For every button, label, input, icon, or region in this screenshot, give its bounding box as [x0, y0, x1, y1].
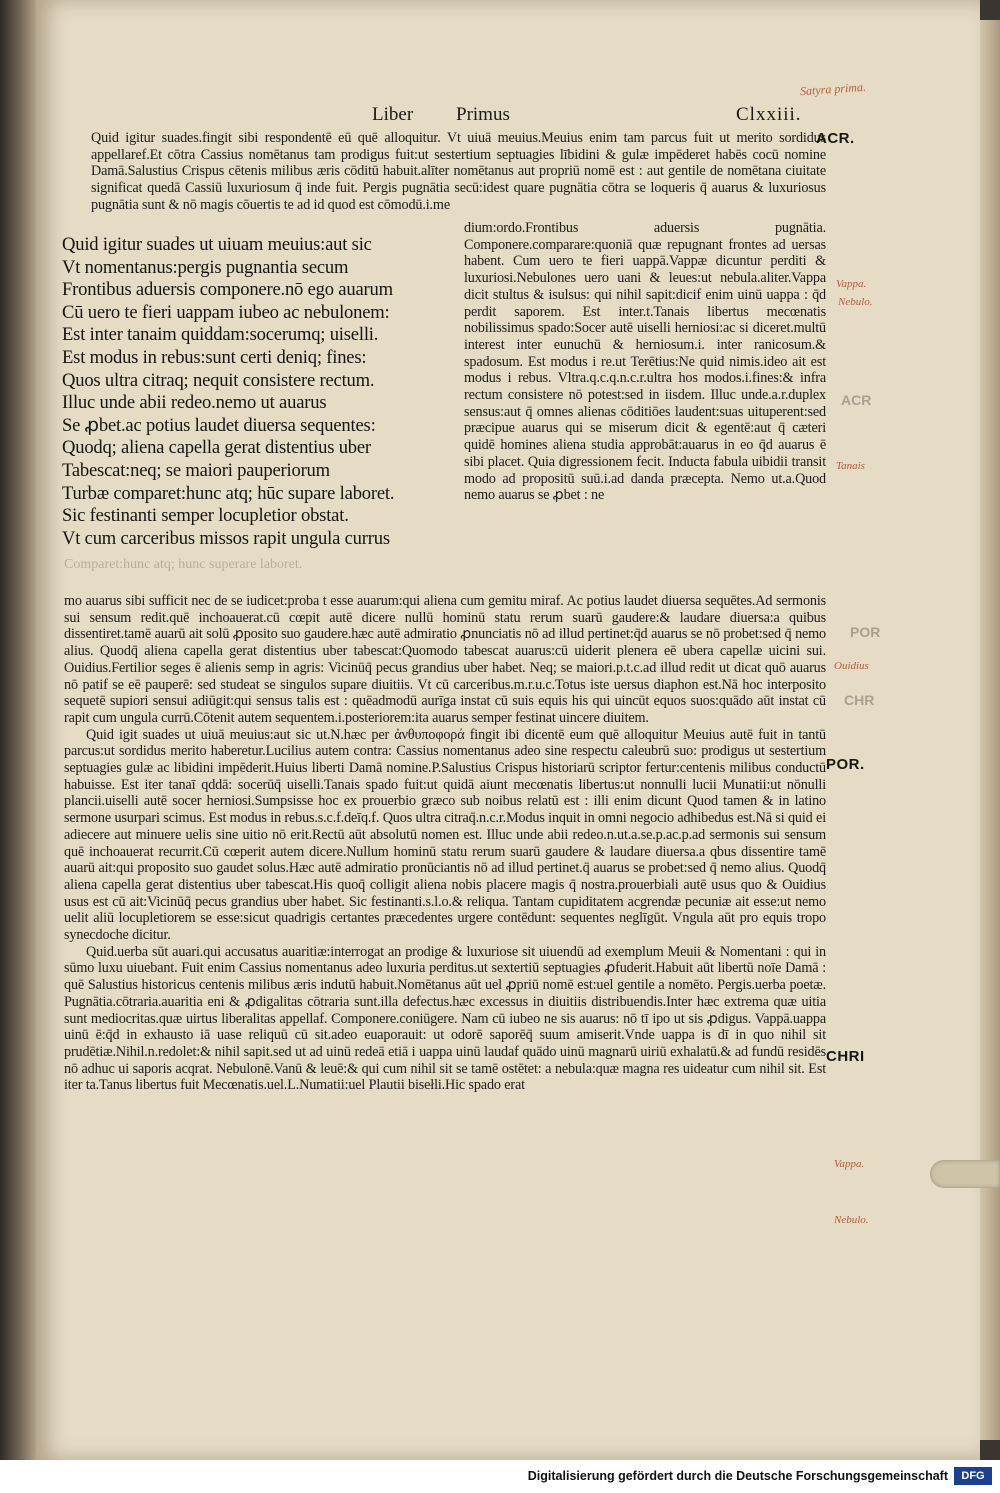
margin-label-chri: CHRI [826, 1048, 865, 1065]
margin-note-nebulo: Nebulo. [838, 296, 873, 308]
margin-note-ouidius: Ouidius [834, 660, 869, 672]
verse-line: Est inter tanaim quiddam:socerumq; uiselli. [62, 324, 379, 346]
right-commentary-column [464, 220, 826, 504]
verse-line: Quid igitur suades ut uiuam meuius:aut sic [62, 234, 372, 255]
verse-line: Illuc unde abii redeo.nemo ut auarus [62, 392, 327, 414]
margin-label-acr: ACR. [816, 130, 855, 147]
verse-line: Se ꝓbet.ac potius laudet diuersa sequentes: [62, 414, 376, 436]
page-tab-marker [930, 1160, 1000, 1188]
intro-paragraph: Quid igitur suades.fingit sibi respondentē eū quē alloquitur. Vt uiuā meuius.Meuius enim tam parcus fuit ut merito sordidus appellaref.Et cōtra Cassius nomētanus tam prodigus fuit:ut sestertium septuagies lībidini & gulæ impēderet habēs cocū nomine Damā.Salustius Crispus cētenis milibus æris cōditū habuit.alīter nomētanus aut propriū nomē est : aut gentile de nomētana ciuitate significat quedā Cassiū luxuriosum q̄ inde fuit. Pergis pugnātia secū:idest quare pugnātia cōtra se loqueris q̄ auarus & luxuriosus pugnātia sunt & nō magis cōuertis te ad id quod est cōmodū.i.me [91, 130, 826, 213]
verse-line: Tabescat:neq; se maiori pauperiorum [62, 459, 330, 481]
right-column-text: dium:ordo.Frontibus aduersis pugnātia. Componere.comparare:quoniā quæ repugnant frontes ad uersas habent. Cum uero te fieri uappā.Vappæ dicuntur perditi & luxuriosi.Nebulones uero uani & leues:ut nebula.aliter.Vappa dicit stultus & isulsus: qui nihil sapit:dicif enim uinū uappa : q̄d perdit saporem. Est inter.t.Tanais libertus mecœnatis nobilissimus spado:Socer autē uiselli herniosi:ac si diceret.multū interest inter eunuchū & herniosum.i. inter ranicosum.& spadosum. Est modus i re.ut Terētius:Ne quid nimis.ideo ait est modus i rebus. Vltra.q.c.q.n.c.r.ultra hos modos.i.fines:& infra rectum consistere nō potest:sed in iisdem. Illuc unde.a.r.duplex sensus:aut q̄ omnes alienas cōditiōes laudent:suas uituperent:sed præcipue auarus qui se miserum dicit & egentē:aut q̄ cæteri quidē homines aliena studia approbāt:auarus in eo q̄d auarus ē sibi placet. Quia digressionem fecit. Inducta fabula uibidii transit modo ad propositū suū.i.ad danda præcepta. Nemo ut.a.Quod nemo auarus se ꝓbet : ne [464, 220, 826, 504]
margin-label-por: POR. [826, 756, 865, 773]
dfg-credit: Digitalisierung gefördert durch die Deutsche Forschungsgemeinschaft [527, 1469, 948, 1483]
dfg-logo: DFG [954, 1467, 992, 1485]
margin-note-tanais: Tanais [836, 460, 865, 472]
commentary-paragraph: Quid.uerba sūt auari.qui accusatus auaritiæ:interrogat an prodige & luxuriose sit uiuendū ad exemplum Meuii & Nomentani : qui in sūmo luxu uiuebant. Fuit enim Cassius nomentanus adeo luxuria perditus.ut sextertiū septuagies ꝓfuderit.Habuit aūt libertū noīe Damā : quē Salustius historicus centenis milibus æris indutū habuit.Nomētanus aūt uel ꝓpriū nomē est:uel gentile a nomēto. Pergis.uerba poetæ. Pugnātia.cōtraria.auaritia eni & ꝓdigalitas cōtraria sunt.illa defectus.hæc excessus in diuitiis distribuendis.Inter hæc extrema quæ uitia sunt mediocritas.quæ uirtus liberalitas appellaf. Componere.coniūgere. Nam cū iubeo ne sis auarus: nō tī ipo ut sis ꝓdigus. Vappā.uappa uinū ē:q̄d in exhausto iā uase reliquū cū sit.adeo euaporauit: ut odorē saporēq̄ suum amiserit.Vnde uappa is dī in quo nihil sit prudētiæ.Nihil.n.redolet:& nihil sapit.sed ut ad uinū redeā etiā i uappa uinū laudaf quādo uinū magnarū uiriū exhalatū.& ad fundū residēs nō adhuc ui saporis acqrat. Nebulonē.Vanū & leuē:& qui cum nihil sit se tamē ostētet: a nebula:quæ magna res uideatur cum nihil sit. Est iter ta.Tanus libertus fuit Mecœnatis.uel.L.Numatii:uel Plautii bisełli.Hic spado erat [64, 943, 826, 1094]
verse-line: Frontibus aduersis componere.nō ego auarum [62, 279, 393, 301]
verse-line: Cū uero te fieri uappam iubeo ac nebulonem: [62, 301, 390, 323]
verse-line: Est modus in rebus:sunt certi deniq; fines: [62, 346, 367, 368]
book-page [36, 0, 980, 1460]
verse-line: Vt cum carceribus missos rapit ungula currus [62, 527, 390, 549]
margin-label-chr-ghost: CHR [844, 692, 875, 708]
folio-number: Clxxiii. [736, 104, 802, 125]
margin-note-nebulo-lower: Nebulo. [834, 1214, 869, 1226]
commentary-paragraph: mo auarus sibi sufficit nec de se iudicet:proba t esse auarum:qui aliena cum gemitu miraf. Ac potius laudet diuersa sequētes.Ad sermonis sui sensum redit.quē inchoauerat.cū cœpit autē dicere nullū hominū statu rerum suarū gaudere:& laudare diuersa:a quibus dissentiret.tamē auarū ait solū ꝓposito suo gaudere.hæc autē admiratio ꝓnunciatis nō ad illud pertinet:q̄d auarus se nō probet:sed q̄ nemo alius. Quodq̄ aliena capella gerat distentius uber tabescat:Quomodo tabescat auarus:cū uiderit plenera eē ubera capellæ uicini sui. Ouidius.Fertilior seges ē alienis semp in agris: Vicinūq̄ pecus grandius uber habet. Neq; se maiori.p.t.c.ad illud redit ut dicat quō auarus nō patif se eē pauperē: sed studeat se singulos supare diuitiis. Vt cū carceribus.m.r.u.c.Totus iste uersus diaphon est.Nā hoc interposito sequetē supiori sensui adiūgit:qui sensus talis est : quēadmodū aurīga instat cū suis equis his qui uincūt equos suos:quādo aūt instat cū rapit cum ungula currū.Cōtenit autem sequentem.i.posteriorem:ita auarus semper festinat uincere diuitem. [64, 593, 826, 726]
pencil-annotation: Satyra prima. [799, 79, 867, 99]
verse-line: Quodq; aliena capella gerat distentius uber [62, 437, 371, 459]
intro-commentary [91, 130, 826, 214]
header-liber: Liber [372, 104, 414, 125]
book-spine [0, 0, 38, 1460]
margin-label-acr-ghost: ACR [841, 392, 872, 408]
verse-line: Vt nomentanus:pergis pugnantia secum [62, 256, 349, 278]
header-primus: Primus [456, 104, 510, 125]
margin-label-por-ghost: POR [850, 624, 881, 640]
main-commentary [64, 593, 826, 1094]
margin-note-vappa-lower: Vappa. [834, 1158, 865, 1170]
verse-block [62, 234, 468, 550]
digitization-footer [0, 1460, 1000, 1493]
verse-line: Quos ultra citraq; nequit consistere rectum. [62, 369, 375, 391]
commentary-paragraph: Quid igit suades ut uiuā meuius:aut sic ut.N.hæc per ἀνθυποφορά fingit ibi dicentē eum quē alloquitur Meuius autē fuit in tantū parcus:ut sordidus merito haberetur.Lucilius autem contra: Cassius nomentanus adeo sine respectu caleubrū suo: prodigus ut sestertium septuagies gulæ ac libidini impēderit.Huius liberti Damā nomine.P.Salustius Crispus historiarū scriptor fertur:centenis milibus conductū habuisse. Est iter tanaī qddā: socerūq̄ uiselli.Tanais spado fuit:ut quidā aiunt mecœnatis libertus:ut nonnulli lucii Munatii:ut nōnulli plancii.uiselli autē socer herniosi.Sumpsisse hoc ex prouerbio græco sub noibus relatū est : illi enim dicunt Quod tamen & in latino sermone usurpari scimus. Est modus in rebus.s.c.f.deīq.f. Quos ultra citraq̄.n.c.r.Modus inquit in omni negocio adhibedus est.Nā si quid ei adiecere aut minuere uelis sine uitio nō erit.Rectū aūt absolutū nomen est. Illuc unde abii redeo.n.ut.a.se.p.ac.p.ad sermonis sui sensum quē inchoauerat recurrit.Cū cœperit autem dicere.Nullum hominū statu rerum suarū gaudere & laudare diuersa.a qbus dissentire tamē auarū ait:qui proposito suo gaudet solus.Hæc autē admiratio pronūciantis nō ad illud pertinet.q̄ auarus se probet:sed q̄ nemo alius. Quodq̄ aliena capella gerat distentius uber tabescat.His quoq̄ colligit aliena nobis placere magis q̄ nostra.prouerbiali autē usus quo & Ouidius usus est cū ait:Vicinūq̄ pecus grandius uber habet. Sic festinanti.s.l.o.& reliqua. Tantam cupiditatem acgrendæ pecuniæ ait esse:ut nemo uelit aliū locupletiorem se esse:sicut quadrigis certantes præcedentes urgere contēdunt: sequentes neglīgūt. Vngula aūt pro equis tropo synecdoche dicitur. [64, 726, 826, 944]
verse-line: Sic festinanti semper locupletior obstat. [62, 505, 349, 527]
show-through-text: Comparet:hunc atq; hunc superare laboret. [64, 557, 303, 572]
verse-line: Turbæ comparet:hunc atq; hūc supare laboret. [62, 482, 395, 504]
margin-note-vappa: Vappa. [836, 278, 867, 290]
